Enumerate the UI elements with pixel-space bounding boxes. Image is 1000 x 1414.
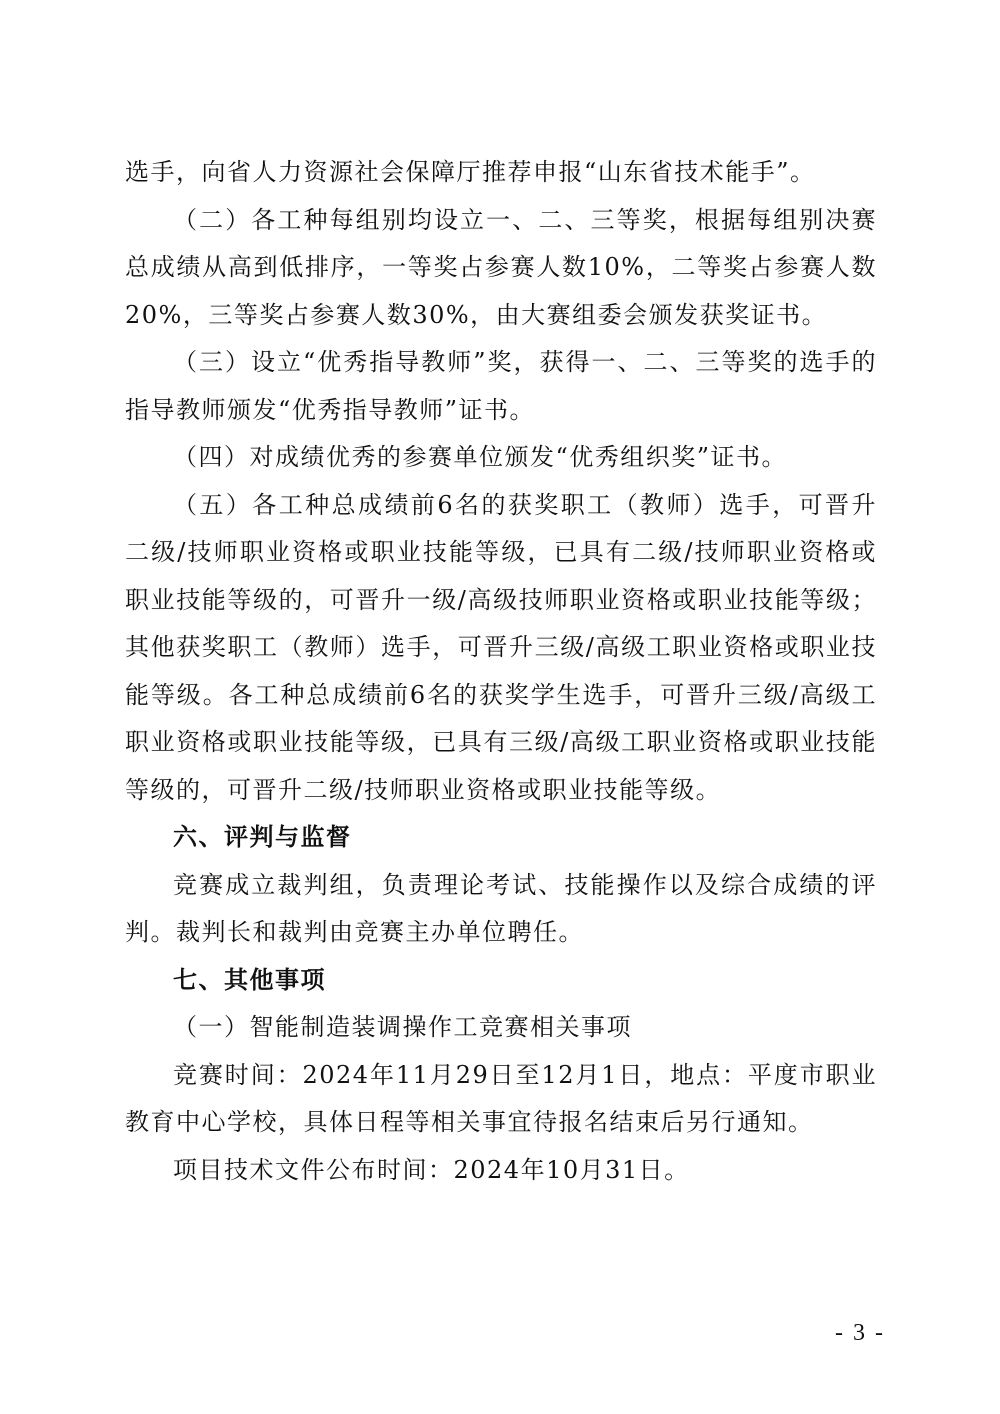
subsection-heading-smart-manufacturing: （一）智能制造装调操作工竞赛相关事项 xyxy=(173,1013,632,1041)
paragraph-competition-time: 竞赛时间：2024年11月29日至12月1日，地点：平度市职业教育中心学校，具体日程等相关事宜待报名结束后另行通知。 xyxy=(125,1060,877,1136)
paragraph-organization-award: （四）对成绩优秀的参赛单位颁发“优秀组织奖”证书。 xyxy=(173,443,788,471)
paragraph-judging: 竞赛成立裁判组，负责理论考试、技能操作以及综合成绩的评判。裁判长和裁判由竞赛主办单位聘任。 xyxy=(125,870,877,946)
section-heading-other: 七、其他事项 xyxy=(173,965,326,994)
paragraph-awards-levels: （二）各工种每组别均设立一、二、三等奖，根据每组别决赛总成绩从高到低排序，一等奖占参赛人数10%，二等奖占参赛人数20%，三等奖占参赛人数30%，由大赛组委会颁发获奖证书。 xyxy=(125,205,877,329)
document-body xyxy=(125,149,877,1194)
paragraph-continuation: 选手，向省人力资源社会保障厅推荐申报“山东省技术能手”。 xyxy=(125,158,816,186)
section-heading-judging: 六、评判与监督 xyxy=(173,823,352,851)
paragraph-technical-file-date: 项目技术文件公布时间：2024年10月31日。 xyxy=(173,1155,690,1184)
paragraph-excellent-teacher: （三）设立“优秀指导教师”奖，获得一、二、三等奖的选手的指导教师颁发“优秀指导教师”证书。 xyxy=(125,348,877,424)
paragraph-qualification-promotion: （五）各工种总成绩前6名的获奖职工（教师）选手，可晋升二级/技师职业资格或职业技能等级，已具有二级/技师职业资格或职业技能等级的，可晋升一级/高级技师职业资格或职业技能等级；其他获奖职工（教师）选手，可晋升三级/高级工职业资格或职业技能等级。各工种总成绩前6名的获奖学生选手，可晋升三级/高级工职业资格或职业技能等级，已具有三级/高级工职业资格或职业技能等级的，可晋升二级/技师职业资格或职业技能等级。 xyxy=(125,490,877,804)
page-number: - 3 - xyxy=(835,1320,885,1346)
